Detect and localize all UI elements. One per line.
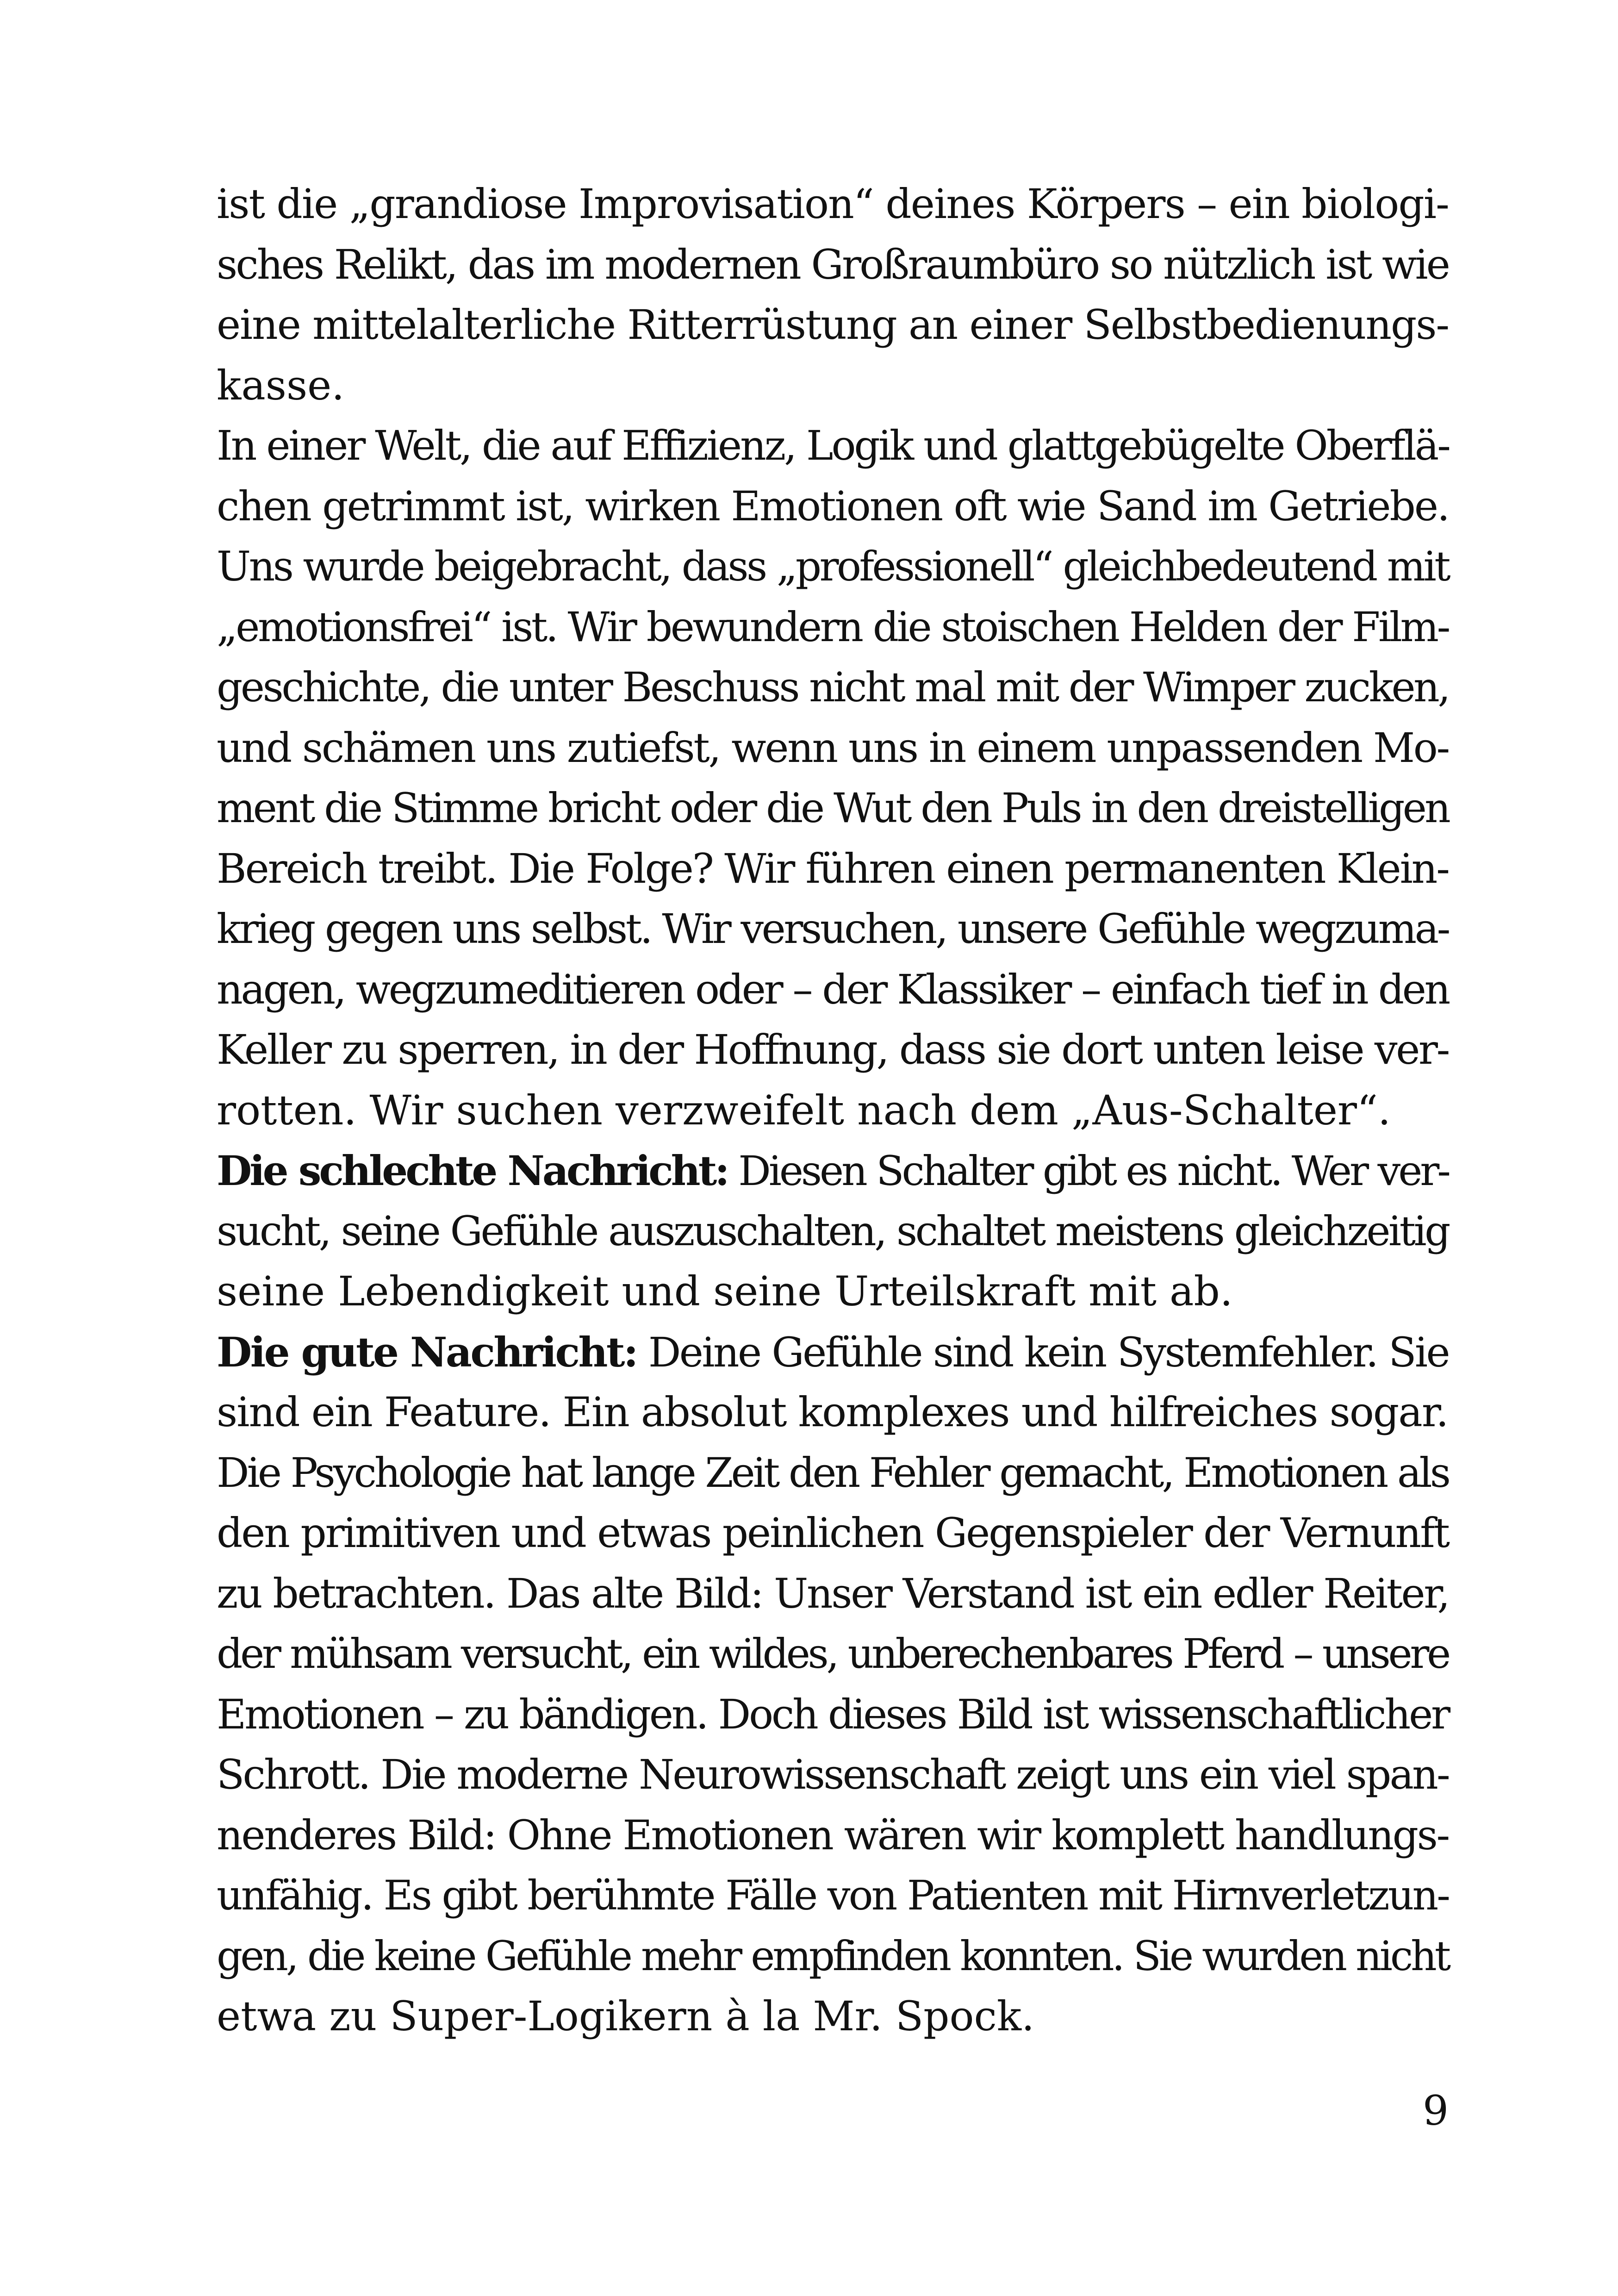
paragraph-bad-news — [217, 1141, 1449, 1322]
text-line: Keller zu sperren, in der Hoffnung, dass sie dort unten leise ver- — [217, 1026, 1449, 1073]
text-line: unfähig. Es gibt berühmte Fälle von Patienten mit Hirnverletzun- — [217, 1872, 1449, 1919]
text-line: In einer Welt, die auf Effizienz, Logik und glattgebügelte Oberflä- — [217, 422, 1449, 469]
text-line: eine mittelalterliche Ritterrüstung an einer Selbstbedienungs- — [217, 301, 1449, 349]
text-line: Schrott. Die moderne Neurowissenschaft zeigt uns ein viel span- — [217, 1751, 1449, 1798]
text-line: nagen, wegzumeditieren oder – der Klassiker – einfach tief in den — [217, 965, 1449, 1013]
paragraph-2 — [217, 416, 1449, 1141]
text-line: der mühsam versucht, ein wildes, unberechenbares Pferd – unsere — [217, 1630, 1449, 1678]
text-line: seine Lebendigkeit und seine Urteilskraft mit ab. — [217, 1267, 1233, 1315]
bold-lead: Die gute Nachricht: — [217, 1328, 637, 1376]
text-line: gen, die keine Gefühle mehr empfinden konnten. Sie wurden nicht — [217, 1932, 1449, 1980]
text-line: nenderes Bild: Ohne Emotionen wären wir komplett handlungs- — [217, 1811, 1449, 1859]
text-line: sucht, seine Gefühle auszuschalten, schaltet meistens gleichzeitig — [217, 1207, 1449, 1255]
text-line: ist die „grandiose Improvisation“ deines Körpers – ein biologi- — [217, 180, 1449, 228]
page-number: 9 — [1423, 2087, 1449, 2134]
text-line: sind ein Feature. Ein absolut komplexes und hilfreiches sogar. — [217, 1388, 1448, 1436]
text-line: geschichte, die unter Beschuss nicht mal mit der Wimper zucken, — [217, 663, 1449, 711]
text-line: „emotionsfrei“ ist. Wir bewundern die stoischen Helden der Film- — [217, 603, 1449, 651]
text-line: ment die Stimme bricht oder die Wut den Puls in den dreistelligen — [217, 784, 1449, 832]
paragraph-1 — [217, 174, 1449, 416]
text-run: Diesen Schalter gibt es nicht. Wer ver- — [727, 1147, 1449, 1195]
paragraph-5 — [217, 1443, 1449, 2047]
text-line: chen getrimmt ist, wirken Emotionen oft wie Sand im Getriebe. — [217, 482, 1449, 530]
text-line: den primitiven und etwas peinlichen Gegenspieler der Vernunft — [217, 1509, 1449, 1557]
text-line: krieg gegen uns selbst. Wir versuchen, unsere Gefühle wegzuma- — [217, 905, 1449, 953]
text-line: Die Psychologie hat lange Zeit den Fehler gemacht, Emotionen als — [217, 1448, 1449, 1497]
bold-lead: Die schlechte Nachricht: — [217, 1147, 728, 1195]
text-line: zu betrachten. Das alte Bild: Unser Verstand ist ein edler Reiter, — [217, 1569, 1449, 1617]
text-line — [217, 1141, 1449, 1201]
text-line: Bereich treibt. Die Folge? Wir führen einen permanenten Klein- — [217, 844, 1449, 892]
text-line: und schämen uns zutiefst, wenn uns in einem unpassenden Mo- — [217, 724, 1449, 772]
text-line: etwa zu Super-Logikern à la Mr. Spock. — [217, 1992, 1035, 2040]
text-line: Uns wurde beigebracht, dass „professionell“ gleichbedeutend mit — [217, 543, 1449, 590]
text-line: Emotionen – zu bändigen. Doch dieses Bild ist wissenschaftlicher — [217, 1690, 1449, 1738]
paragraph-good-news — [217, 1322, 1449, 1443]
text-line — [217, 1322, 1449, 1383]
text-line: sches Relikt, das im modernen Großraumbüro so nützlich ist wie — [217, 240, 1449, 288]
text-run: Deine Gefühle sind kein Systemfehler. Sie — [636, 1328, 1449, 1376]
text-line: rotten. Wir suchen verzweifelt nach dem „Aus-Schalter“. — [217, 1086, 1391, 1134]
body-text — [217, 174, 1449, 2047]
text-line: kasse. — [217, 361, 345, 409]
